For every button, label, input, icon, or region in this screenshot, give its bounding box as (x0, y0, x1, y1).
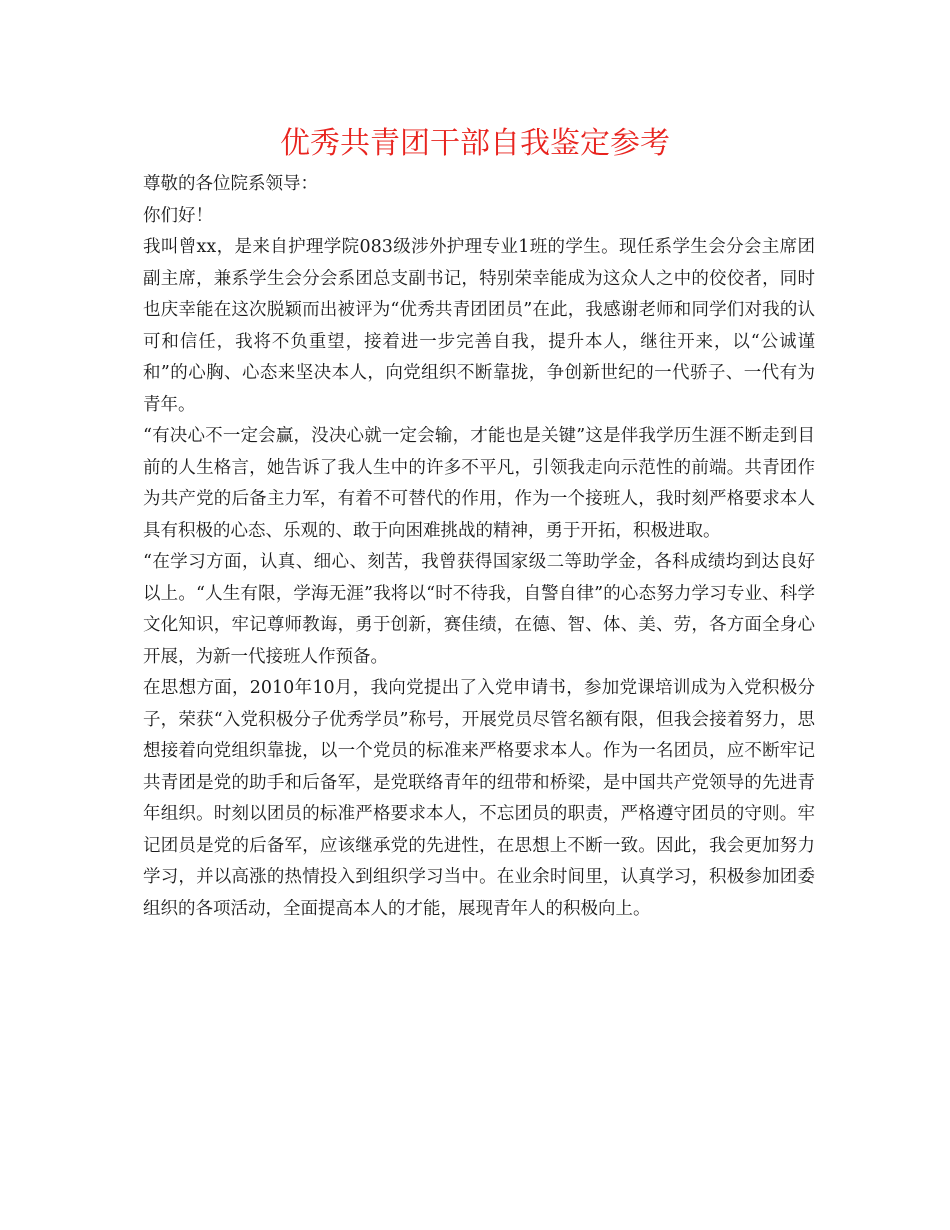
greeting: 尊敬的各位院系领导： (143, 174, 318, 194)
paragraph-introduction: 我叫曾xx，是来自护理学院083级涉外护理专业1班的学生。现任系学生会分会主席团副主席，兼系学生会分会系团总支副书记，特别荣幸能成为这众人之中的佼佼者，同时也庆幸能在这次脱颖而出被评为“优秀共青团团员”在此，我感谢老师和同学们对我的认可和信任，我将不负重望，接着进一步完善自我，提升本人，继往开来，以“公诚谨和”的心胸、心态来坚决本人，向党组织不断靠拢，争创新世纪的一代骄子、一代有为青年。 (143, 237, 815, 415)
paragraph-study: “在学习方面，认真、细心、刻苦，我曾获得国家级二等助学金，各科成绩均到达良好以上。“人生有限，学海无涯”我将以“时不待我，自警自律”的心态努力学习专业、科学文化知识，牢记尊师教诲，勇于创新，赛佳绩，在德、智、体、美、劳，各方面全身心开展，为新一代接班人作预备。 (143, 552, 815, 667)
document-title: 优秀共青团干部自我鉴定参考 (280, 126, 670, 161)
salutation: 你们好！ (143, 205, 213, 226)
paragraph-thought: 在思想方面，2010年10月，我向党提出了入党申请书，参加党课培训成为入党积极分子，荣获“入党积极分子优秀学员”称号，开展党员尽管名额有限，但我会接着努力，思想接着向党组织靠拢，以一个党员的标准来严格要求本人。作为一名团员，应不断牢记共青团是党的助手和后备军，是党联络青年的纽带和桥梁，是中国共产党领导的先进青年组织。时刻以团员的标准严格要求本人，不忘团员的职责，严格遵守团员的守则。牢记团员是党的后备军，应该继承党的先进性，在思想上不断一致。因此，我会更加努力学习，并以高涨的热情投入到组织学习当中。在业余时间里，认真学习，积极参加团委组织的各项活动，全面提高本人的才能，展现青年人的积极向上。 (143, 678, 815, 919)
paragraph-motto: “有决心不一定会赢，没决心就一定会输，才能也是关键”这是伴我学历生涯不断走到目前的人生格言，她告诉了我人生中的许多不平凡，引领我走向示范性的前端。共青团作为共产党的后备主力军，有着不可替代的作用，作为一个接班人，我时刻严格要求本人具有积极的心态、乐观的、敢于向困难挑战的精神，勇于开拓，积极进取。 (143, 426, 815, 541)
document-body (143, 169, 815, 925)
